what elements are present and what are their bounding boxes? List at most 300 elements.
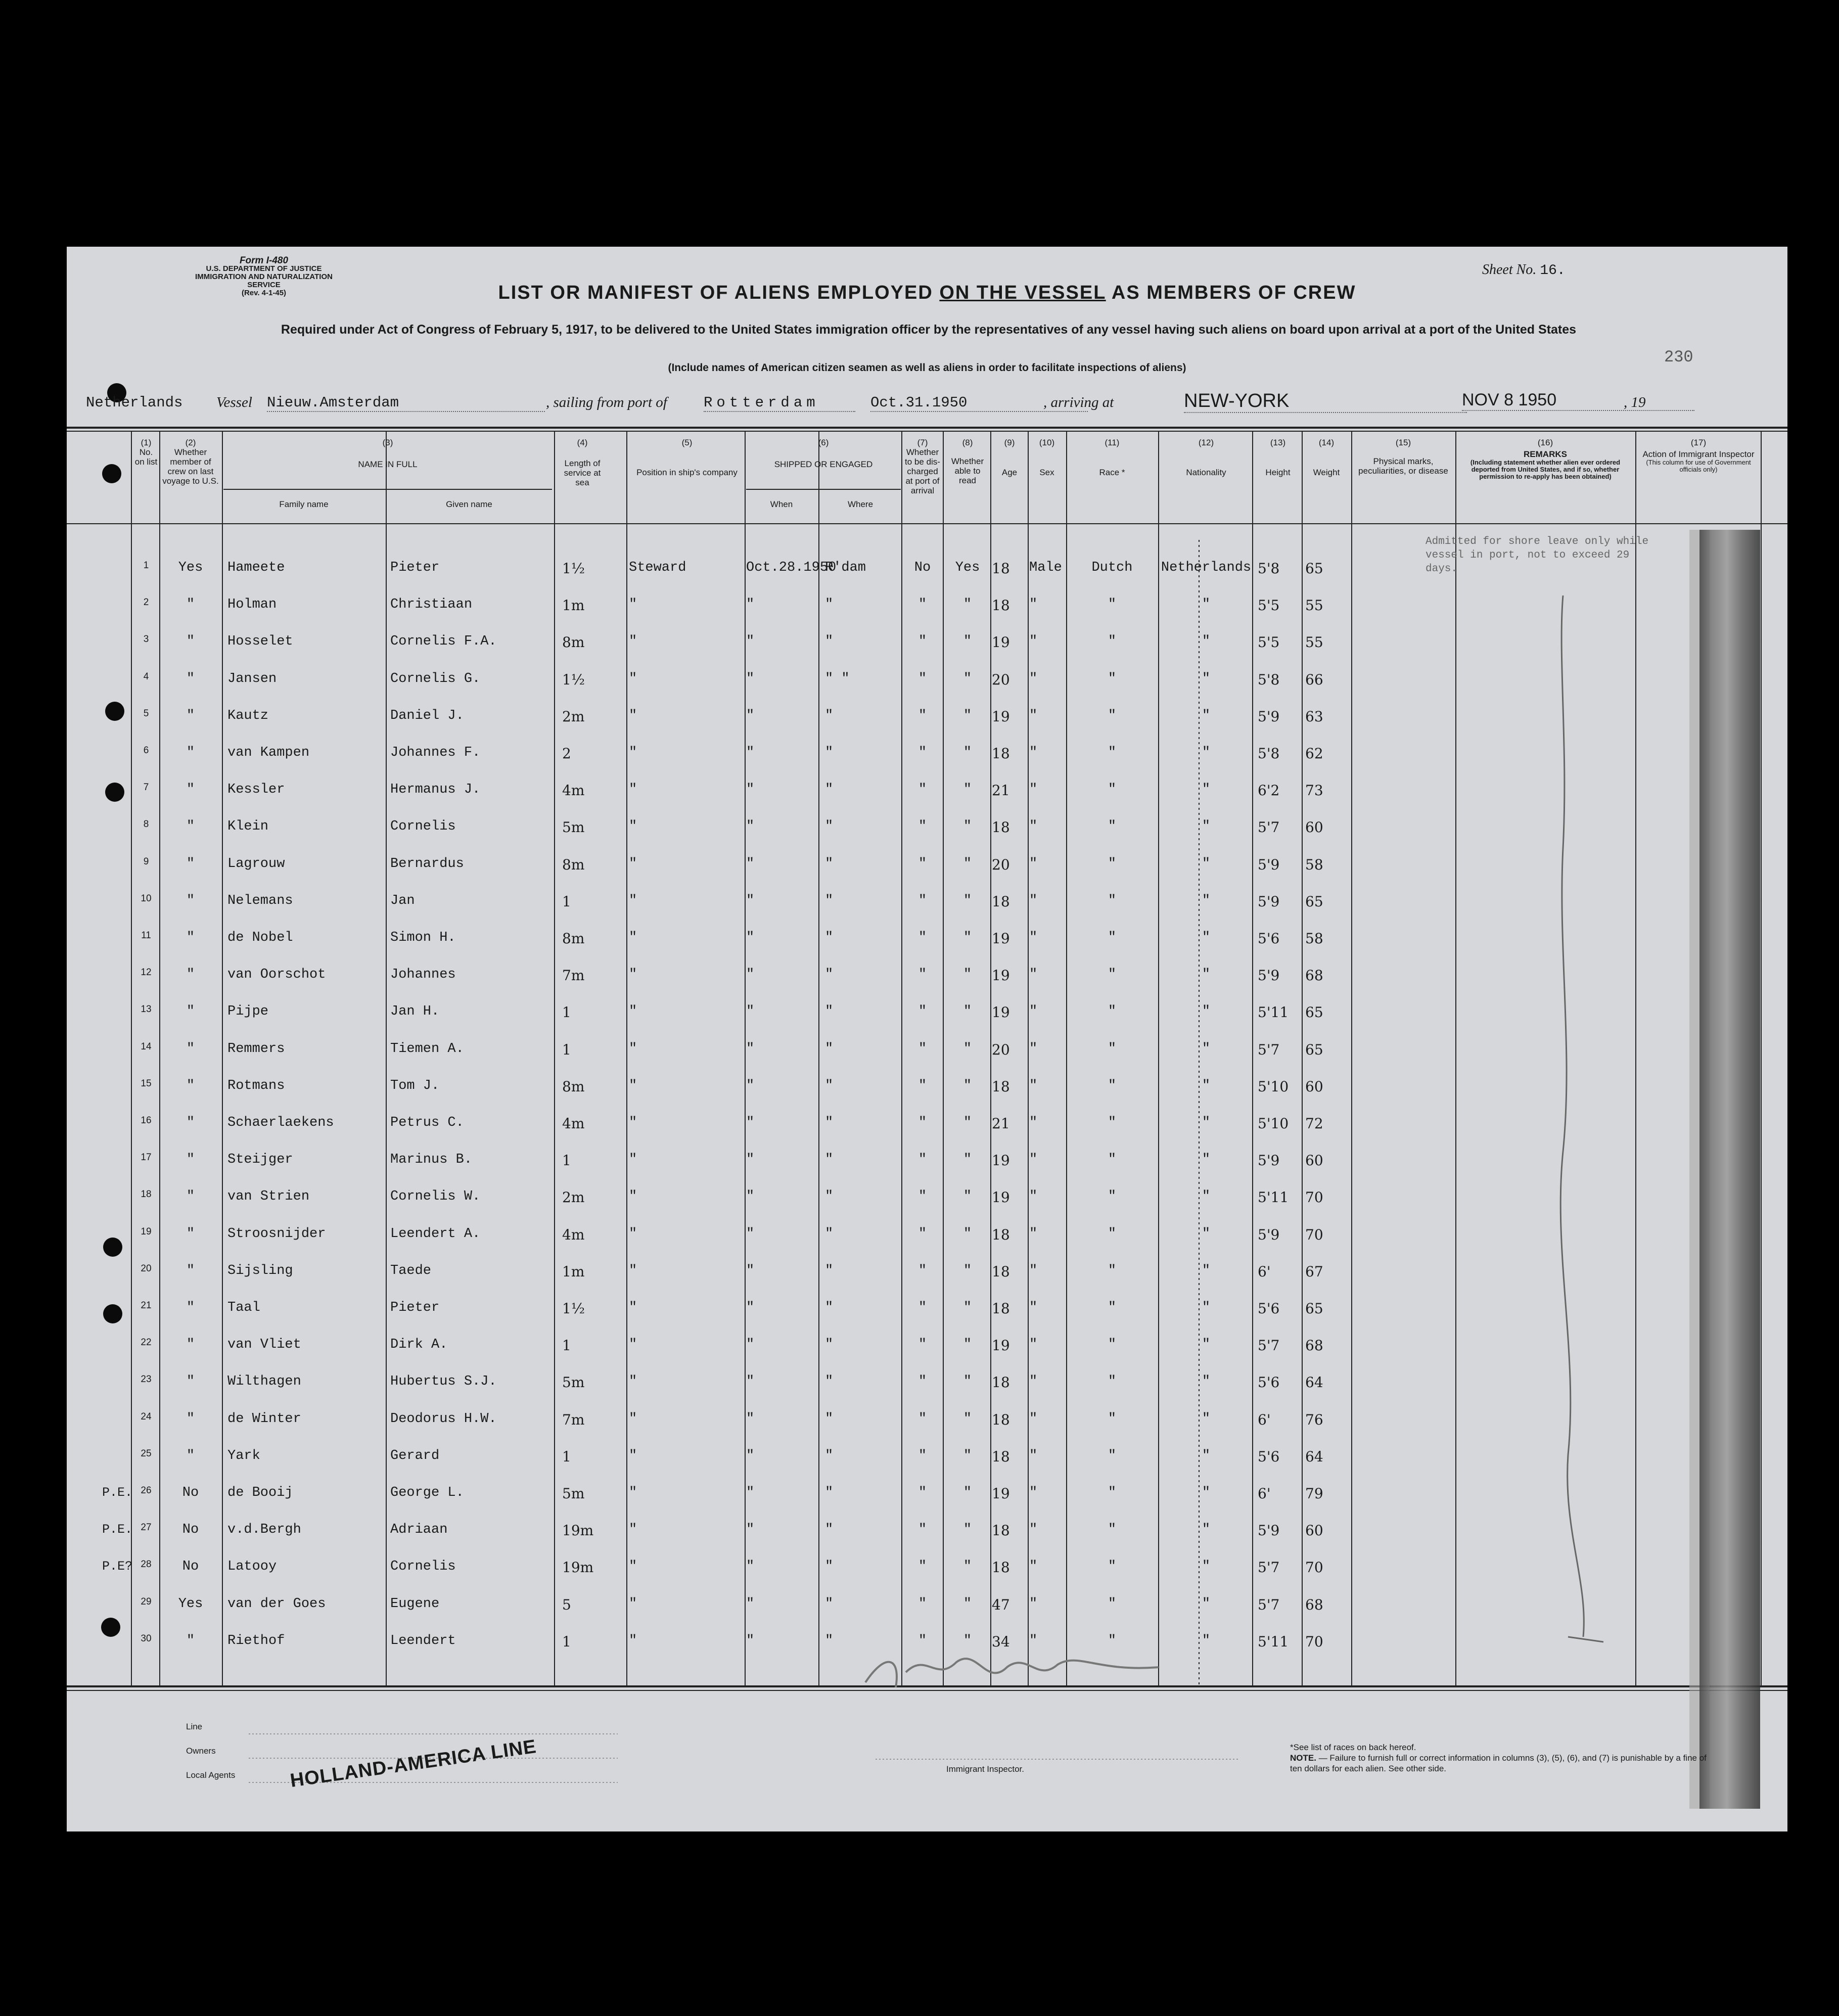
col-14-header xyxy=(1303,438,1350,477)
col-4-header xyxy=(557,438,608,487)
cell-position: " xyxy=(629,1448,637,1463)
cell-prev: " xyxy=(186,1115,195,1130)
footer-agents-label: Local Agents xyxy=(186,1770,236,1780)
cell-given: Johannes xyxy=(390,967,456,983)
cell-when: " xyxy=(746,819,755,835)
cell-nationality: " xyxy=(1202,1078,1211,1093)
cell-age: 18 xyxy=(992,1448,1010,1465)
cell-read: " xyxy=(963,1226,972,1242)
cell-family: Klein xyxy=(227,819,269,835)
cell-position: Steward xyxy=(629,560,686,575)
cell-discharged: " xyxy=(918,1559,927,1575)
cell-service: 8m xyxy=(562,1078,585,1095)
col-7-number: (7) xyxy=(917,438,928,447)
cell-nationality: " xyxy=(1202,1004,1211,1020)
col-1-label: No. on list xyxy=(134,447,158,467)
cell-height: 5'9 xyxy=(1258,893,1280,910)
cell-where: " xyxy=(825,1152,834,1168)
cell-given: Daniel J. xyxy=(390,708,464,723)
cell-height: 5'6 xyxy=(1258,1448,1280,1465)
cell-where: " xyxy=(825,1374,834,1390)
cell-race: " xyxy=(1108,1522,1117,1538)
cell-discharged: " xyxy=(918,1596,927,1612)
cell-sex: " xyxy=(1029,1374,1038,1390)
cell-prev: " xyxy=(186,1226,195,1242)
cell-nationality: Netherlands xyxy=(1161,560,1252,575)
cell-no: 25 xyxy=(141,1448,152,1459)
form-department: U.S. DEPARTMENT OF JUSTICE xyxy=(206,264,322,273)
page-number-stamp: 230 xyxy=(1664,348,1693,366)
cell-race: " xyxy=(1108,1485,1117,1500)
cell-read: " xyxy=(963,1522,972,1538)
cell-read: " xyxy=(963,1596,972,1612)
cell-read: " xyxy=(963,967,972,983)
cell-age: 20 xyxy=(992,671,1010,688)
cell-weight: 58 xyxy=(1305,930,1323,947)
cell-service: 1 xyxy=(562,1152,571,1169)
cell-weight: 68 xyxy=(1305,967,1323,984)
col-8-number: (8) xyxy=(962,438,973,447)
cell-height: 5'5 xyxy=(1258,634,1280,651)
cell-family: de Booij xyxy=(227,1485,293,1500)
cell-age: 19 xyxy=(992,930,1010,947)
cell-nationality: " xyxy=(1202,1485,1211,1500)
cell-race: " xyxy=(1108,1411,1117,1427)
cell-age: 18 xyxy=(992,1559,1010,1576)
cell-when: " xyxy=(746,597,755,613)
cell-family: van Oorschot xyxy=(227,967,326,983)
cell-discharged: " xyxy=(918,634,927,650)
cell-discharged: No xyxy=(914,560,931,575)
cell-no: 27 xyxy=(141,1522,152,1533)
cell-height: 5'10 xyxy=(1258,1115,1289,1132)
cell-no: 29 xyxy=(141,1596,152,1607)
cell-nationality: " xyxy=(1202,1374,1211,1390)
cell-no: 11 xyxy=(141,930,151,941)
cell-discharged: " xyxy=(918,1152,927,1168)
col-3-label: NAME IN FULL xyxy=(358,460,418,469)
cell-prev: " xyxy=(186,597,195,613)
cell-read: " xyxy=(963,745,972,760)
cell-when: " xyxy=(746,967,755,983)
cell-age: 20 xyxy=(992,1041,1010,1058)
cell-prev: " xyxy=(186,1189,195,1205)
cell-race: " xyxy=(1108,1152,1117,1168)
cell-discharged: " xyxy=(918,1411,927,1427)
cell-service: 8m xyxy=(562,930,585,947)
cell-height: 5'9 xyxy=(1258,967,1280,984)
cell-position: " xyxy=(629,1115,637,1130)
cell-service: 7m xyxy=(562,1411,585,1428)
cell-height: 6' xyxy=(1258,1411,1271,1428)
cell-height: 5'9 xyxy=(1258,708,1280,725)
cell-read: " xyxy=(963,1374,972,1390)
cell-race: " xyxy=(1108,1226,1117,1242)
cell-read: " xyxy=(963,1078,972,1093)
cell-no: 1 xyxy=(143,560,149,571)
cell-where: " xyxy=(825,1189,834,1205)
col-16-header xyxy=(1457,438,1634,480)
cell-age: 47 xyxy=(992,1596,1010,1613)
cell-height: 5'8 xyxy=(1258,560,1280,577)
cell-nationality: " xyxy=(1202,1337,1211,1353)
cell-given: Hermanus J. xyxy=(390,782,481,798)
cell-family: Rotmans xyxy=(227,1078,285,1093)
cell-when: " xyxy=(746,856,755,872)
cell-where: " xyxy=(825,1004,834,1020)
cell-service: 1 xyxy=(562,893,571,910)
cell-age: 18 xyxy=(992,560,1010,577)
cell-weight: 60 xyxy=(1305,1522,1323,1539)
cell-nationality: " xyxy=(1202,1226,1211,1242)
cell-age: 19 xyxy=(992,967,1010,984)
col-17-label: Action of Immigrant Inspector xyxy=(1642,449,1755,459)
cell-family: Pijpe xyxy=(227,1004,269,1020)
cell-weight: 65 xyxy=(1305,1004,1323,1021)
col-16-label: REMARKS xyxy=(1524,449,1567,459)
cell-nationality: " xyxy=(1202,856,1211,872)
col-16-sub: (Including statement whether alien ever ordered deported from United States, and if so, whether permission to re-apply has been obtained) xyxy=(1470,459,1621,480)
cell-given: Tom J. xyxy=(390,1078,440,1093)
cell-sex: " xyxy=(1029,1485,1038,1500)
cell-height: 5'11 xyxy=(1258,1633,1289,1650)
cell-age: 19 xyxy=(992,708,1010,725)
cell-sex: " xyxy=(1029,967,1038,983)
cell-sex: " xyxy=(1029,1004,1038,1020)
cell-when: " xyxy=(746,1152,755,1168)
cell-height: 5'6 xyxy=(1258,930,1280,947)
cell-age: 19 xyxy=(992,1485,1010,1502)
cell-prev: Yes xyxy=(178,560,203,575)
cell-weight: 60 xyxy=(1305,1078,1323,1095)
cell-prev: " xyxy=(186,634,195,650)
cell-sex: " xyxy=(1029,819,1038,835)
cell-given: Cornelis xyxy=(390,819,456,835)
cell-position: " xyxy=(629,1374,637,1390)
flag-value: Netherlands xyxy=(86,394,183,411)
col-9-number: (9) xyxy=(1004,438,1015,447)
include-note: (Include names of American citizen seamen as well as aliens in order to facilitate inspections of aliens) xyxy=(668,362,1186,374)
cell-read: " xyxy=(963,708,972,723)
cell-no: 30 xyxy=(141,1633,152,1644)
cell-given: Leendert xyxy=(390,1633,456,1648)
cell-position: " xyxy=(629,1633,637,1648)
cell-race: " xyxy=(1108,967,1117,983)
col-10-label: Sex xyxy=(1039,468,1054,477)
cell-family: Hameete xyxy=(227,560,285,575)
cell-family: de Winter xyxy=(227,1411,301,1427)
cell-nationality: " xyxy=(1202,634,1211,650)
col-4-number: (4) xyxy=(577,438,588,447)
footer-owners-label: Owners xyxy=(186,1746,216,1756)
cell-when: " xyxy=(746,1633,755,1648)
cell-service: 1½ xyxy=(562,671,585,688)
col-17-header xyxy=(1638,438,1759,473)
cell-no: 4 xyxy=(143,671,149,682)
cell-age: 18 xyxy=(992,1374,1010,1391)
cell-when: " xyxy=(746,634,755,650)
title-part-1: LIST OR MANIFEST OF ALIENS EMPLOYED xyxy=(498,282,940,303)
family-name-header: Family name xyxy=(279,499,329,509)
cell-age: 18 xyxy=(992,1226,1010,1243)
cell-prev: No xyxy=(182,1522,199,1538)
cell-position: " xyxy=(629,671,637,686)
cell-read: " xyxy=(963,782,972,798)
cell-given: Jan xyxy=(390,893,415,908)
cell-height: 5'9 xyxy=(1258,1226,1280,1243)
cell-when: " xyxy=(746,1189,755,1205)
cell-height: 5'6 xyxy=(1258,1300,1280,1317)
cell-age: 19 xyxy=(992,1152,1010,1169)
cell-race: " xyxy=(1108,1263,1117,1278)
cell-weight: 64 xyxy=(1305,1448,1323,1465)
col-6-number: (6) xyxy=(818,438,829,447)
arrival-date-stamp: NOV 8 1950 xyxy=(1462,390,1694,411)
cell-mark: P.E. xyxy=(102,1485,132,1500)
cell-given: Marinus B. xyxy=(390,1152,473,1168)
cell-height: 5'7 xyxy=(1258,1041,1280,1058)
cell-when: " xyxy=(746,1004,755,1020)
cell-given: Tiemen A. xyxy=(390,1041,464,1057)
cell-weight: 68 xyxy=(1305,1596,1323,1613)
form-service: IMMIGRATION AND NATURALIZATION SERVICE xyxy=(195,272,333,289)
cell-no: 22 xyxy=(141,1337,152,1348)
cell-read: " xyxy=(963,1152,972,1168)
cell-when: " xyxy=(746,782,755,798)
cell-weight: 70 xyxy=(1305,1189,1323,1206)
cell-race: " xyxy=(1108,597,1117,613)
cell-when: " xyxy=(746,1448,755,1463)
cell-given: Taede xyxy=(390,1263,432,1278)
cell-height: 5'9 xyxy=(1258,856,1280,873)
cell-race: " xyxy=(1108,1004,1117,1020)
cell-family: Taal xyxy=(227,1300,260,1315)
cell-sex: " xyxy=(1029,1522,1038,1538)
cell-no: 21 xyxy=(141,1300,152,1311)
cell-weight: 70 xyxy=(1305,1559,1323,1576)
cell-nationality: " xyxy=(1202,1300,1211,1315)
cell-service: 4m xyxy=(562,782,585,799)
sheet-label: Sheet No. xyxy=(1482,262,1537,278)
cell-position: " xyxy=(629,597,637,613)
cell-age: 20 xyxy=(992,856,1010,873)
cell-sex: " xyxy=(1029,1078,1038,1093)
cell-nationality: " xyxy=(1202,1448,1211,1463)
title-part-2: ON THE VESSEL xyxy=(939,282,1106,303)
cell-service: 1 xyxy=(562,1041,571,1058)
cell-when: " xyxy=(746,1596,755,1612)
cell-prev: " xyxy=(186,819,195,835)
cell-read: " xyxy=(963,1448,972,1463)
cell-family: Yark xyxy=(227,1448,260,1463)
cell-height: 5'8 xyxy=(1258,745,1280,762)
cell-discharged: " xyxy=(918,782,927,798)
cell-position: " xyxy=(629,1522,637,1538)
cell-given: Pieter xyxy=(390,1300,440,1315)
cell-discharged: " xyxy=(918,856,927,872)
cell-service: 2m xyxy=(562,708,585,725)
cell-where: " xyxy=(825,893,834,908)
cell-where: " xyxy=(825,1485,834,1500)
cell-position: " xyxy=(629,1263,637,1278)
cell-sex: " xyxy=(1029,930,1038,945)
cell-where: " xyxy=(825,1522,834,1538)
cell-prev: " xyxy=(186,1448,195,1463)
col-13-header xyxy=(1255,438,1301,477)
cell-discharged: " xyxy=(918,1189,927,1205)
cell-position: " xyxy=(629,1041,637,1057)
cell-no: 28 xyxy=(141,1559,152,1570)
cell-sex: " xyxy=(1029,1189,1038,1205)
cell-service: 1 xyxy=(562,1337,571,1354)
cell-discharged: " xyxy=(918,1115,927,1130)
cell-where: " xyxy=(825,1041,834,1057)
cell-family: Riethof xyxy=(227,1633,285,1648)
cell-position: " xyxy=(629,1226,637,1242)
cell-no: 13 xyxy=(141,1004,152,1015)
cell-service: 1 xyxy=(562,1633,571,1650)
cell-prev: " xyxy=(186,967,195,983)
cell-discharged: " xyxy=(918,1374,927,1390)
cell-when: " xyxy=(746,1485,755,1500)
cell-position: " xyxy=(629,967,637,983)
cell-weight: 73 xyxy=(1305,782,1323,799)
cell-family: Nelemans xyxy=(227,893,293,908)
cell-nationality: " xyxy=(1202,1559,1211,1575)
cell-sex: " xyxy=(1029,745,1038,760)
cell-nationality: " xyxy=(1202,819,1211,835)
cell-position: " xyxy=(629,893,637,908)
cell-where: " xyxy=(825,1263,834,1278)
col-14-label: Weight xyxy=(1313,468,1340,477)
cell-no: 12 xyxy=(141,967,152,978)
cell-when: " xyxy=(746,1411,755,1427)
cell-when: " xyxy=(746,1374,755,1390)
cell-prev: " xyxy=(186,1633,195,1648)
cell-service: 1m xyxy=(562,1263,585,1280)
cell-race: " xyxy=(1108,819,1117,835)
cell-weight: 60 xyxy=(1305,1152,1323,1169)
port-value: Rotterdam xyxy=(704,394,855,412)
races-note: *See list of races on back hereof. xyxy=(1290,1743,1416,1752)
cell-height: 6' xyxy=(1258,1263,1271,1280)
cell-service: 8m xyxy=(562,634,585,651)
cell-age: 19 xyxy=(992,1337,1010,1354)
cell-prev: " xyxy=(186,1152,195,1168)
col-8-label: Whether able to read xyxy=(951,456,984,485)
cell-service: 1 xyxy=(562,1004,571,1021)
cell-weight: 76 xyxy=(1305,1411,1323,1428)
cell-prev: " xyxy=(186,893,195,908)
cell-where: " xyxy=(825,634,834,650)
cell-race: " xyxy=(1108,1559,1117,1575)
cell-weight: 55 xyxy=(1305,634,1323,651)
cell-weight: 64 xyxy=(1305,1374,1323,1391)
cell-height: 5'7 xyxy=(1258,1559,1280,1576)
cell-nationality: " xyxy=(1202,597,1211,613)
col-11-header xyxy=(1068,438,1157,477)
cell-nationality: " xyxy=(1202,1115,1211,1130)
cell-sex: " xyxy=(1029,1411,1038,1427)
cell-discharged: " xyxy=(918,1300,927,1315)
cell-family: van der Goes xyxy=(227,1596,326,1612)
cell-nationality: " xyxy=(1202,1041,1211,1057)
title-part-3: AS MEMBERS OF CREW xyxy=(1106,282,1356,303)
cell-nationality: " xyxy=(1202,893,1211,908)
cell-discharged: " xyxy=(918,930,927,945)
cell-when: Oct.28.1950 xyxy=(746,560,837,575)
cell-nationality: " xyxy=(1202,930,1211,945)
cell-when: " xyxy=(746,708,755,723)
note-text: — Failure to furnish full or correct information in columns (3), (5), (6), and (7) is punishable by a fine of ten dollars for each alien. See other side. xyxy=(1290,1753,1707,1773)
sail-date-value: Oct.31.1950 xyxy=(870,394,1088,412)
cell-family: Jansen xyxy=(227,671,277,686)
cell-prev: " xyxy=(186,1004,195,1020)
cell-when: " xyxy=(746,1115,755,1130)
cell-nationality: " xyxy=(1202,1522,1211,1538)
cell-prev: " xyxy=(186,782,195,798)
cell-no: 10 xyxy=(141,893,152,904)
cell-position: " xyxy=(629,1004,637,1020)
col-1-number: (1) xyxy=(141,438,152,447)
cell-race: " xyxy=(1108,930,1117,945)
col-2-label: Whether member of crew on last voyage to U.S. xyxy=(162,447,219,486)
cell-service: 8m xyxy=(562,856,585,873)
form-number: Form I-480 xyxy=(239,255,289,266)
col-7-label: Whether to be dis-charged at port of arrival xyxy=(905,447,940,495)
cell-nationality: " xyxy=(1202,708,1211,723)
cell-nationality: " xyxy=(1202,745,1211,760)
cell-prev: " xyxy=(186,1078,195,1093)
cell-sex: " xyxy=(1029,1152,1038,1168)
cell-service: 5m xyxy=(562,1374,585,1391)
cell-where: " xyxy=(825,1337,834,1353)
cell-discharged: " xyxy=(918,1522,927,1538)
agents-stamp: HOLLAND-AMERICA LINE xyxy=(289,1736,538,1792)
cell-prev: Yes xyxy=(178,1596,203,1612)
cell-nationality: " xyxy=(1202,1411,1211,1427)
cell-discharged: " xyxy=(918,1448,927,1463)
cell-age: 19 xyxy=(992,634,1010,651)
cell-where: " xyxy=(825,1226,834,1242)
cell-age: 21 xyxy=(992,782,1010,799)
cell-race: " xyxy=(1108,708,1117,723)
cell-prev: " xyxy=(186,1374,195,1390)
cell-read: " xyxy=(963,819,972,835)
col-2-number: (2) xyxy=(185,438,196,447)
cell-given: Cornelis G. xyxy=(390,671,481,686)
cell-family: Hosselet xyxy=(227,634,293,650)
cell-height: 5'7 xyxy=(1258,819,1280,836)
cell-height: 5'5 xyxy=(1258,597,1280,614)
cell-family: v.d.Bergh xyxy=(227,1522,301,1538)
cell-where: " xyxy=(825,782,834,798)
cell-given: Christiaan xyxy=(390,597,473,613)
where-header: Where xyxy=(847,499,873,509)
cell-age: 18 xyxy=(992,745,1010,762)
cell-given: Dirk A. xyxy=(390,1337,448,1353)
cell-prev: " xyxy=(186,1041,195,1057)
cell-height: 6' xyxy=(1258,1485,1271,1502)
cell-no: 18 xyxy=(141,1189,152,1200)
cell-read: " xyxy=(963,1411,972,1427)
cell-given: Bernardus xyxy=(390,856,464,872)
cell-prev: " xyxy=(186,1300,195,1315)
col-8-header xyxy=(945,438,990,485)
note-label: NOTE. xyxy=(1290,1753,1316,1763)
cell-service: 1 xyxy=(562,1448,571,1465)
col-12-number: (12) xyxy=(1198,438,1214,447)
